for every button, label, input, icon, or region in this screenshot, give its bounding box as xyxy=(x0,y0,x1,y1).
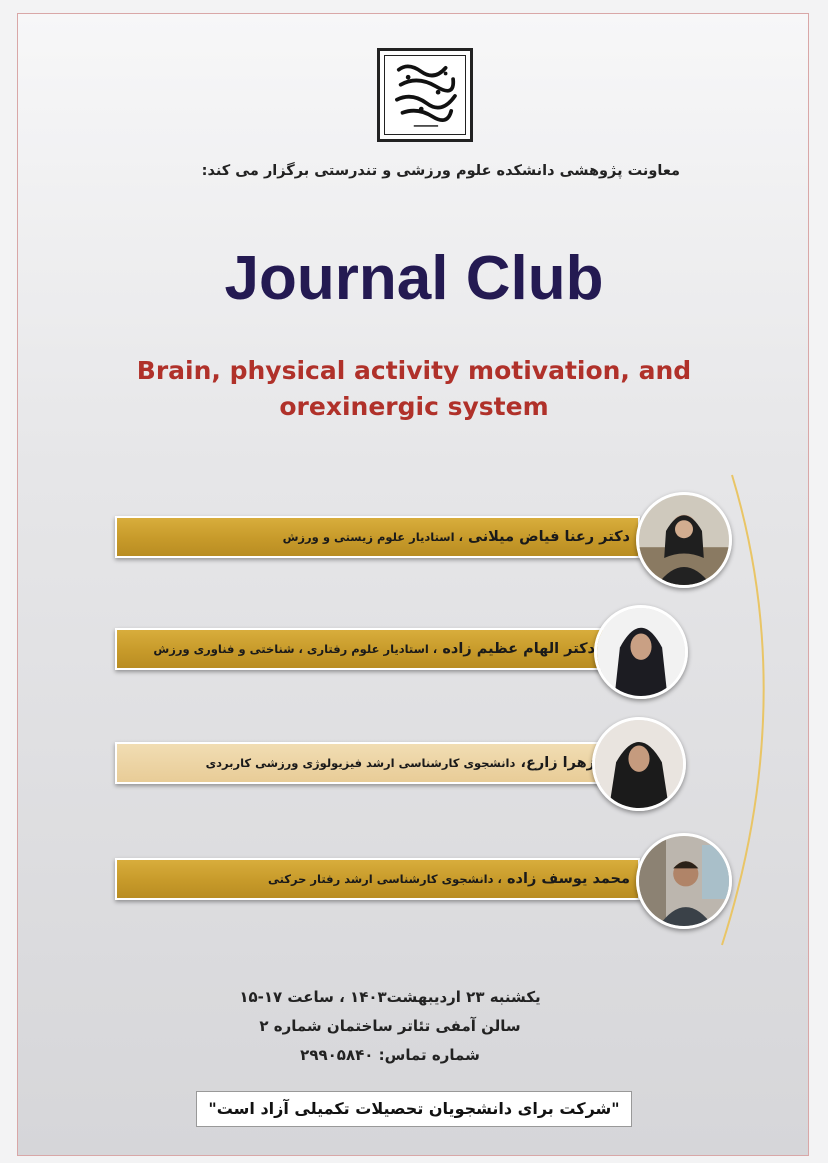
speaker-name: دکتر رعنا فیاض میلانی xyxy=(468,529,630,545)
speaker-role: دانشجوی کارشناسی ارشد فیزیولوژی ورزشی کاربردی xyxy=(205,756,516,770)
talk-subtitle xyxy=(100,353,728,425)
speaker-name: دکتر الهام عظیم زاده xyxy=(442,641,595,657)
speaker-role: ، دانشجوی کارشناسی ارشد رفتار حرکتی xyxy=(267,872,502,886)
attendance-note: "شرکت برای دانشجویان تحصیلات تکمیلی آزاد است" xyxy=(196,1091,632,1127)
university-logo xyxy=(377,48,473,142)
event-location: سالن آمفی تئاتر ساختمان شماره ۲ xyxy=(259,1017,521,1035)
speaker-photo-2 xyxy=(594,605,688,699)
speaker-name: محمد یوسف زاده xyxy=(506,871,630,887)
speaker-photo-4 xyxy=(636,833,732,929)
speaker-role: ، استادیار علوم رفتاری ، شناختی و فناوری ورزش xyxy=(153,642,438,656)
event-datetime: یکشنبه ۲۳ اردیبهشت۱۴۰۳ ، ساعت ۱۷-۱۵ xyxy=(239,988,541,1006)
event-contact: شماره تماس: ۲۹۹۰۵۸۴۰ xyxy=(300,1046,480,1064)
speaker-photo-1 xyxy=(636,492,732,588)
speaker-photo-3 xyxy=(592,717,686,811)
speaker-bar-2 xyxy=(115,628,605,670)
organizer-line: معاونت پژوهشی دانشکده علوم ورزشی و تندرستی برگزار می کند: xyxy=(201,163,680,179)
speaker-bar-4 xyxy=(115,858,640,900)
speaker-role: ، استادیار علوم زیستی و ورزش xyxy=(282,530,463,544)
subtitle-line-1: Brain, physical activity motivation, and xyxy=(136,356,692,385)
speaker-name: زهرا زارع، xyxy=(520,755,595,771)
speaker-bar-1 xyxy=(115,516,640,558)
subtitle-line-2: orexinergic system xyxy=(279,392,549,421)
event-title: Journal Club xyxy=(224,244,604,313)
speaker-bar-3 xyxy=(115,742,605,784)
